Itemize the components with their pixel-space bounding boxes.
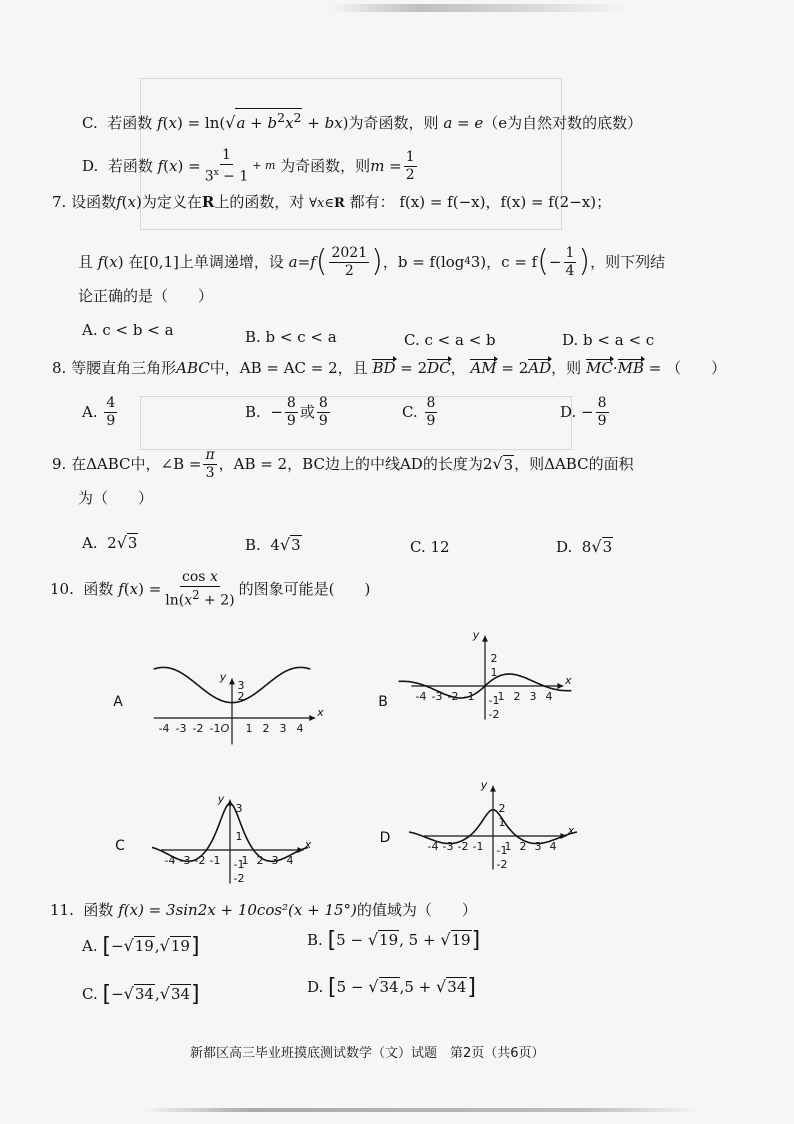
x-tick-label: -4 [158,722,170,735]
q9-option-b: B. 4√3 [245,535,301,554]
x-tick-label: -3 [175,722,187,735]
y-tick-label: -1 [233,858,245,871]
q7-stem-line2: 且 f ( x ) 在[0,1]上单调递增，设 a = f ( $\frac{2021}{2}$ ) ，b = f(log 4 3)，c = f ( − $\frac{1}{4}$ ) ，则下列结 [78,244,666,279]
q7-stem-line3: 论正确的是（ ） [78,287,214,305]
q8-option-b: B. − $\frac{8}{9}$ 或 $\frac{8}{9}$ [245,394,328,429]
x-tick-label: 2 [262,722,270,735]
scan-artifact-top [330,4,630,12]
x-tick-label: 2 [519,840,527,853]
y-tick-label: 3 [235,802,243,815]
x-tick-label: 1 [497,690,505,703]
x-tick-label: -2 [192,722,204,735]
graph-d [375,778,595,896]
x-axis-label: x [317,706,324,719]
q8-stem: 8. 等腰直角三角形ABC中，AB = AC = 2，且 BD = 2DC， AM = 2AD，则 MC·MB = （ ） [52,359,727,377]
graph-a [110,632,330,746]
y-axis-label: y [472,628,480,642]
page-footer: 新都区高三毕业班摸底测试数学（文）试题 第2页（共6页） [190,1046,545,1061]
y-tick-label: 1 [498,816,506,829]
x-tick-label: 3 [529,690,537,703]
q7-option-a: A. c < b < a [82,321,174,339]
x-tick-label: -1 [463,690,475,703]
y-tick-label: 1 [235,830,243,843]
y-tick-label: -2 [496,858,508,871]
x-tick-label: -2 [194,854,206,867]
q9-option-d: D. 8√3 [556,537,613,556]
q6-option-c: C. 若函数 $f(x) = \ln(√a + b^2x^2 + bx)$为奇函数，则 a = e（e为自然对数的底数） [82,110,643,132]
x-tick-label: 4 [549,840,557,853]
x-axis-arrow [309,715,315,721]
x-tick-label: 2 [513,690,521,703]
y-tick-label: 1 [490,666,498,679]
q11-option-b: B. [5 − √19, 5 + √19] [307,928,481,953]
y-tick-label: 2 [490,652,498,665]
x-tick-label: 1 [241,854,249,867]
y-axis-label: y [219,670,227,684]
x-tick-label: 2 [256,854,264,867]
graph-option-letter: C [115,838,125,854]
x-tick-label: 3 [279,722,287,735]
x-tick-label: -4 [415,690,427,703]
q7-option-b: B. b < c < a [245,328,337,346]
q11-stem: 11. 函数 f(x) = 3sin2x + 10cos²(x + 15°)的值域为（ ） [50,901,477,919]
graph-b-svg [375,628,595,742]
y-tick-label: -1 [488,694,500,707]
q11-option-a: A. [−√19,√19] [82,934,200,959]
graph-a-svg [110,632,330,742]
y-axis-arrow [482,636,488,642]
y-axis-arrow [229,678,235,684]
q8-option-d: D. − $\frac{8}{9}$ [560,394,607,429]
x-tick-label: 4 [545,690,553,703]
x-tick-label: -4 [164,854,176,867]
q6-option-d: D. 若函数 f ( x ) = $\frac{1}{3^x - 1}$ + m 为奇函数，则 m = $\frac{1}{2}$ [82,146,415,185]
ghost-table-2 [140,396,572,450]
origin-label: O [220,722,230,735]
y-tick-label: 2 [498,802,506,815]
x-tick-label: -2 [447,690,459,703]
x-tick-label: 3 [534,840,542,853]
q8-option-a: A. $\frac{4}{9}$ [82,394,116,429]
q10-stem: 10. 函数 f ( x ) = $\frac{\text{cos x}}{\ln(x^2 + 2)}$ 的图象可能是( ) [50,568,371,609]
graph-option-letter: A [113,694,123,710]
x-tick-label: -1 [209,722,221,735]
x-tick-label: -4 [427,840,439,853]
q11-option-c: C. [−√34,√34] [82,982,200,1007]
x-tick-label: -3 [431,690,443,703]
graph-c-svg [110,782,330,892]
graph-c [110,782,330,896]
graph-b [375,628,595,746]
x-tick-label: 3 [271,854,279,867]
x-tick-label: 1 [504,840,512,853]
y-tick-label: 3 [237,679,245,692]
y-tick-label: -1 [496,844,508,857]
y-axis-arrow [490,786,496,792]
x-axis-label: x [304,838,312,851]
x-tick-label: -1 [472,840,484,853]
y-tick-label: -2 [233,872,245,885]
q9-option-a: A. 2√3 [82,533,138,552]
x-tick-label: -3 [179,854,191,867]
q11-option-d: D. [5 − √34,5 + √34] [307,975,476,1000]
q9-stem-line2: 为（ ） [78,489,154,507]
y-tick-label: -2 [488,708,500,721]
x-tick-label: 4 [296,722,304,735]
y-tick-label: 2 [237,690,245,703]
y-axis-label: y [217,792,225,806]
x-tick-label: -2 [457,840,469,853]
x-tick-label: 1 [245,722,253,735]
q7-option-c: C. c < a < b [404,331,496,349]
y-axis-label: y [480,778,488,792]
graph-option-letter: D [379,830,391,846]
x-axis-arrow [557,683,563,689]
scan-artifact-bottom [140,1108,700,1112]
x-axis-label: x [564,674,572,687]
q8-option-c: C. $\frac{8}{9}$ [402,394,436,429]
q9-stem: 9. 在ΔABC中，∠B = $\frac{\pi}{3}$ ，AB = 2，BC边上的中线AD的长度为 2 √ 3 ，则ΔABC的面积 [52,446,634,481]
graph-option-letter: B [378,694,388,710]
x-tick-label: -1 [209,854,221,867]
q9-option-c: C. 12 [410,538,450,556]
q7-option-d: D. b < a < c [562,331,655,349]
x-tick-label: 4 [286,854,294,867]
x-axis-label: x [567,824,575,837]
q7-stem-line1: 7. 设函数f(x)为定义在R上的函数，对 ∀x∈R 都有： f(x) = f(−x)，f(x) = f(2−x)； [52,193,612,211]
graph-d-svg [375,778,595,892]
x-tick-label: -3 [442,840,454,853]
